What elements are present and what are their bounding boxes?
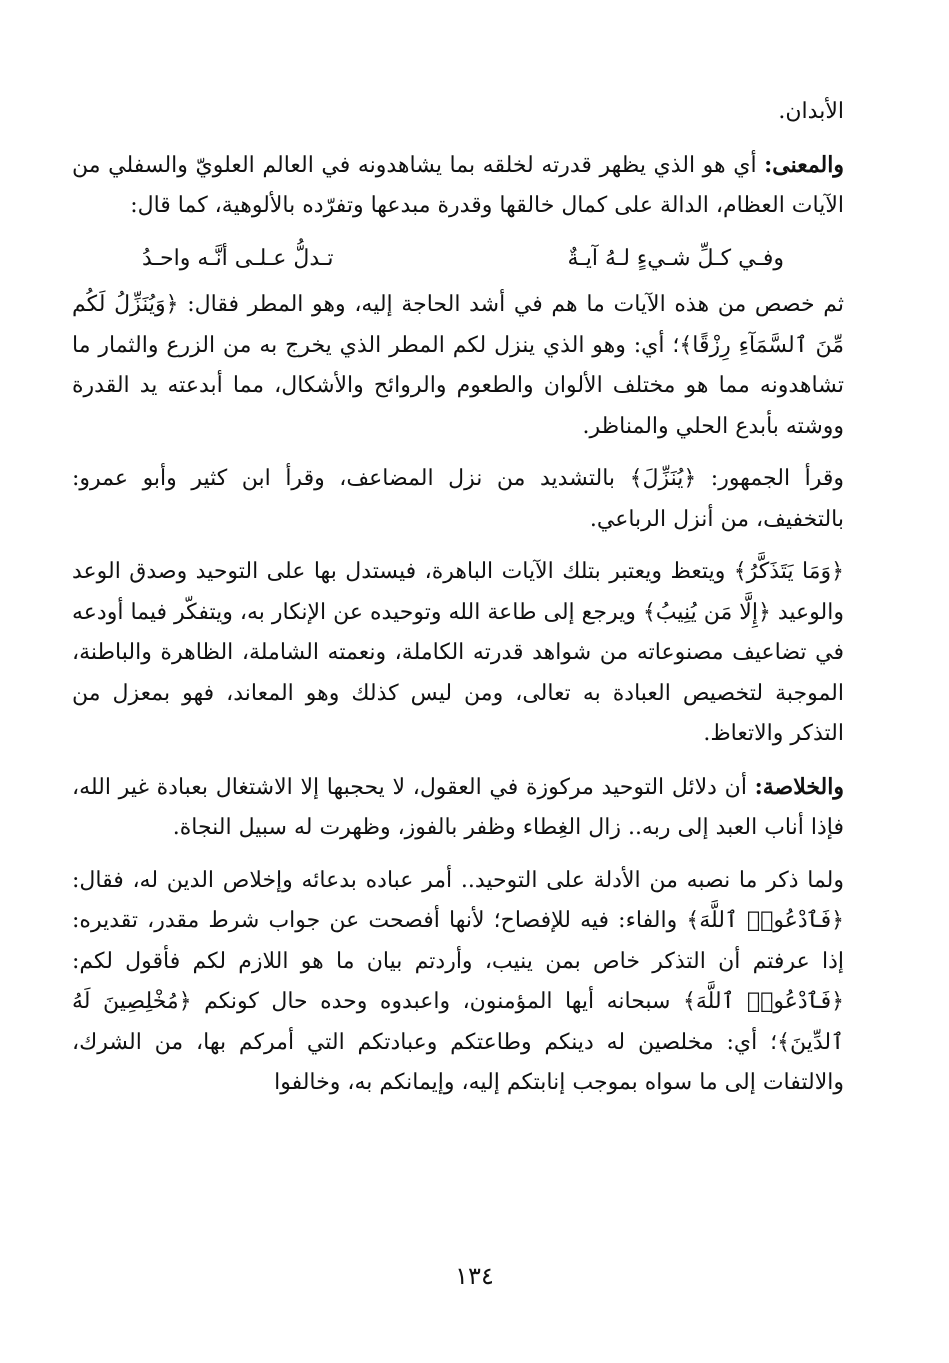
paragraph-summary — [72, 767, 844, 849]
meaning-text: أي هو الذي يظهر قدرته لخلقه بما يشاهدونه في العالم العلويّ والسفلي من الآيات العظام، الدالة على كمال خالقها وقدرة مبدعها وتفرّده بالألوهية، كما قال: — [72, 152, 844, 218]
verse-first-hemistich: وفـي كـلِّ شـيءٍ لـهُ آيـةٌ — [567, 245, 784, 271]
paragraph-rain: ثم خصص من هذه الآيات ما هم في أشد الحاجة إليه، وهو المطر فقال: ﴿وَيُنَزِّلُ لَكُم مِّنَ ٱلسَّمَآءِ رِزْقًا﴾؛ أي: وهو الذي ينزل لكم المطر الذي يخرج به من الزرع والثمار ما تشاهدونه مما هو مختلف الألوان والطعوم والروائح والأشكال، مما أبدعته يد القدرة ووشته بأبدع الحلي والمناظر. — [72, 292, 844, 439]
top-line: الأبدان. — [778, 99, 844, 124]
meaning-heading: والمعنى: — [764, 151, 844, 178]
paragraph-readings: وقرأ الجمهور: ﴿يُنَزِّلَ﴾ بالتشديد من نزل المضاعف، وقرأ ابن كثير وأبو عمرو: بالتخفيف، من أنزل الرباعي. — [72, 466, 845, 532]
summary-heading: والخلاصة: — [754, 773, 844, 800]
poem-verse — [72, 239, 844, 280]
paragraph-remembrance: ﴿وَمَا يَتَذَكَّرُ﴾ ويتعظ ويعتبر بتلك الآيات الباهرة، فيستدل بها على التوحيد وصدق الوعد والوعيد ﴿إِلَّا مَن يُنِيبُ﴾ ويرجع إلى طاعة الله وتوحيده عن الإنكار به، ويتفكّر فيما أودعه في تضاعيف مصنوعاته من شواهد قدرته الكاملة، ونعمته الشاملة، الظاهرة والباطنة، الموجبة لتخصيص العبادة به تعالى، ومن ليس كذلك وهو المعاند، فهو بمعزل من التذكر والاتعاظ. — [72, 559, 844, 746]
summary-text: أن دلائل التوحيد مركوزة في العقول، لا يحجبها إلا الاشتغال بعبادة غير الله، فإذا أناب العبد إلى ربه.. زال الغِطاء وظفر بالفوز، وظهرت له سبيل النجاة. — [72, 774, 844, 840]
paragraph-meaning — [72, 145, 844, 227]
page-body — [72, 92, 844, 1116]
page-number: ١٣٤ — [455, 1262, 494, 1290]
paragraph-supplication: ولما ذكر ما نصبه من الأدلة على التوحيد.. أمر عباده بدعائه وإخلاص الدين له، فقال: ﴿فَٱدْعُوا۟ ٱللَّهَ﴾ والفاء: فيه للإفصاح؛ لأنها أفصحت عن جواب شرط مقدر، تقديره: إذا عرفتم أن التذكر خاص بمن ينيب، وأردتم بيان ما هو اللازم لكم فأقول لكم: ﴿فَٱدْعُوا۟ ٱللَّهَ﴾ سبحانه أيها المؤمنون، واعبدوه وحده حال كونكم ﴿مُخْلِصِينَ لَهُ ٱلدِّينَ﴾؛ أي: مخلصين له دينكم وطاعتكم وعبادتكم التي أمركم بها، من الشرك، والالتفات إلى ما سواه بموجب إنابتكم إليه، وإيمانكم به، وخالفوا — [72, 867, 844, 1095]
verse-second-hemistich: تـدلُّ عـلـى أنَّـه واحـدُ — [142, 245, 334, 271]
